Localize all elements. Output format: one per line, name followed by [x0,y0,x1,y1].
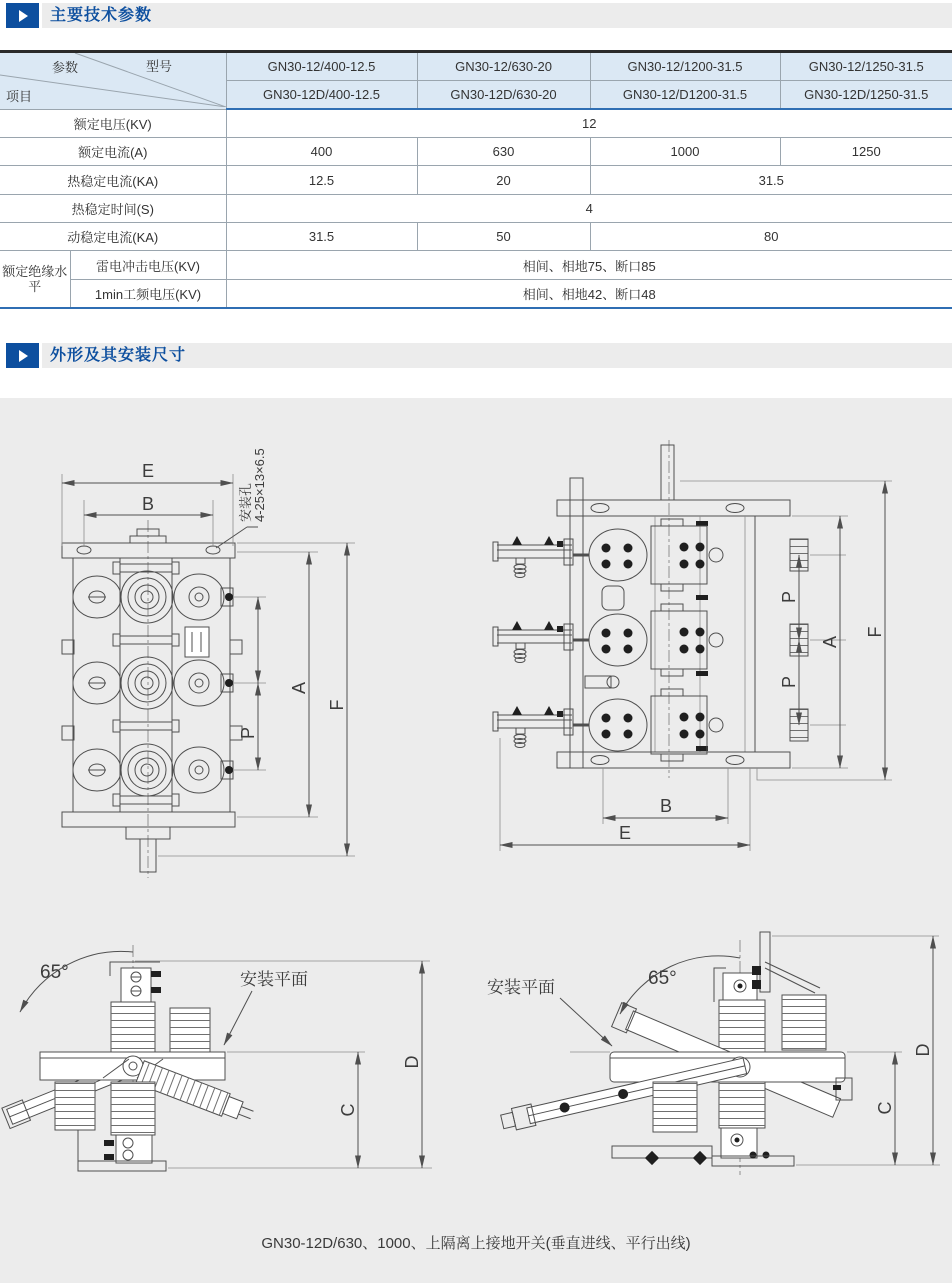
section-marker-icon [6,343,39,368]
dim-label-B: B [659,796,673,816]
cell-value: 12.5 [226,166,417,195]
dim-label-C: C [875,1101,895,1115]
dim-label-E: E [141,461,155,481]
technical-drawings [0,398,952,1283]
drawing-front-view-right [493,440,892,851]
model-header: GN30-12D/1250-31.5 [780,81,952,110]
corner-label-model: 型号 [146,59,173,74]
dim-label-D: D [402,1055,422,1069]
model-header: GN30-12/1200-31.5 [590,52,780,81]
row-group-label: 额定绝缘水平 [0,251,70,309]
drawings-panel [0,398,952,1283]
dim-label-C: C [338,1103,358,1117]
parameters-table [0,50,952,309]
cell-value: 1250 [780,138,952,166]
row-label: 热稳定时间(S) [0,195,226,223]
mount-hole-spec: 4-25×13×6.5 [252,448,267,522]
cell-value: 4 [226,195,952,223]
cell-value: 400 [226,138,417,166]
cell-value: 50 [417,223,590,251]
section-title: 外形及其安装尺寸 [50,347,187,364]
section-header-bar [42,3,952,28]
section-header-outline [0,343,952,368]
cell-value: 相间、相地75、断口85 [226,251,952,280]
dim-label-E: E [618,823,632,843]
model-header: GN30-12/630-20 [417,52,590,81]
dim-label-B: B [141,494,155,514]
cell-value: 80 [590,223,952,251]
model-header: GN30-12/D1200-31.5 [590,81,780,110]
corner-label-item: 项目 [6,88,33,104]
model-header: GN30-12D/630-20 [417,81,590,110]
corner-label-param: 参数 [52,60,79,75]
mount-plane-label: 安装平面 [487,978,555,997]
model-header: GN30-12/1250-31.5 [780,52,952,81]
angle-label: 65° [648,968,677,989]
row-label: 雷电冲击电压(KV) [70,251,226,280]
cell-value: 31.5 [590,166,952,195]
drawing-side-view-right [487,932,940,1175]
row-label: 1min工频电压(KV) [70,280,226,309]
dim-label-A: A [820,635,840,649]
angle-label: 65° [40,962,69,983]
row-label: 额定电流(A) [0,138,226,166]
cell-value: 630 [417,138,590,166]
cell-value: 12 [226,109,952,138]
drawing-caption: GN30-12D/630、1000、上隔离上接地开关(垂直进线、平行出线) [261,1235,691,1252]
cell-value: 20 [417,166,590,195]
drawing-side-view-left [2,945,432,1171]
cell-value: 1000 [590,138,780,166]
drawing-front-view-left [62,448,355,878]
cell-value: 相间、相地42、断口48 [226,280,952,309]
cell-value: 31.5 [226,223,417,251]
dim-label-P: P [779,675,799,689]
section-header-params [0,3,952,28]
model-header: GN30-12/400-12.5 [226,52,417,81]
table-corner-cell [0,52,226,110]
dim-label-F: F [327,699,347,711]
section-title: 主要技术参数 [50,7,153,24]
mount-hole-label: 安装孔 [238,482,253,522]
model-header: GN30-12D/400-12.5 [226,81,417,110]
dim-label-P: P [238,726,258,740]
row-label: 动稳定电流(KA) [0,223,226,251]
dim-label-P: P [779,590,799,604]
dim-label-F: F [865,626,885,638]
dim-label-D: D [913,1043,933,1057]
section-marker-icon [6,3,39,28]
mount-plane-label: 安装平面 [240,970,308,989]
dim-label-A: A [289,681,309,695]
row-label: 额定电压(KV) [0,109,226,138]
row-label: 热稳定电流(KA) [0,166,226,195]
